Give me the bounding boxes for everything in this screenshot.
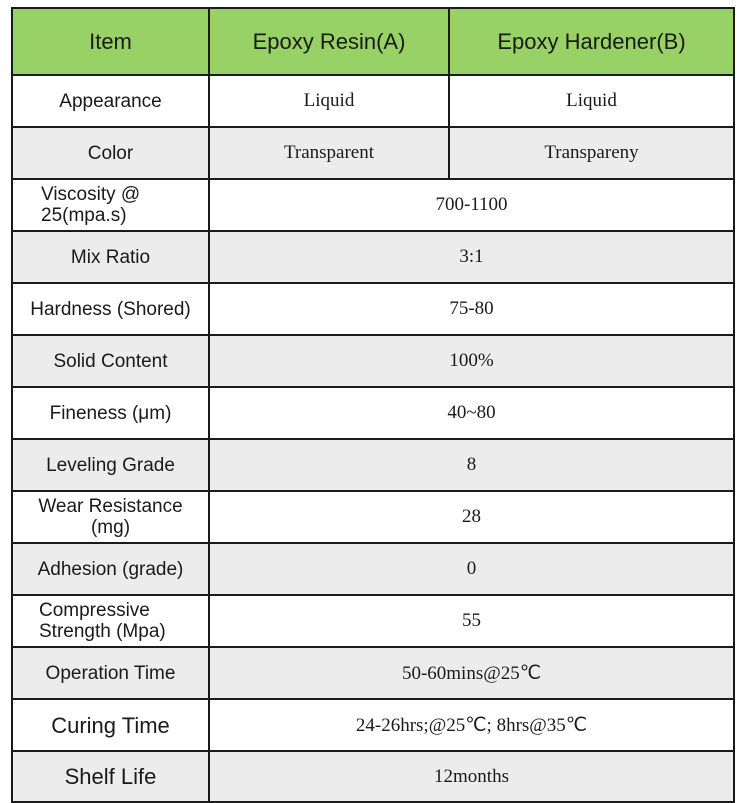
table-row <box>12 699 734 751</box>
row-value: 3:1 <box>209 231 734 283</box>
row-value: 8 <box>209 439 734 491</box>
row-value: 50-60mins@25℃ <box>209 647 734 699</box>
table-row <box>12 179 734 231</box>
table-row <box>12 491 734 543</box>
row-label: Wear Resistance (mg) <box>12 491 209 543</box>
table-row <box>12 283 734 335</box>
row-label: Mix Ratio <box>12 231 209 283</box>
row-label: Curing Time <box>12 699 209 751</box>
row-label: Shelf Life <box>12 751 209 802</box>
header-hardener: Epoxy Hardener(B) <box>449 8 734 75</box>
header-row <box>12 8 734 75</box>
row-value: 0 <box>209 543 734 595</box>
row-value: 700-1100 <box>209 179 734 231</box>
row-value: 12months <box>209 751 734 802</box>
table-row <box>12 647 734 699</box>
row-value: 24-26hrs;@25℃; 8hrs@35℃ <box>209 699 734 751</box>
row-label: Adhesion (grade) <box>12 543 209 595</box>
table-row <box>12 751 734 802</box>
header-resin: Epoxy Resin(A) <box>209 8 449 75</box>
table-row <box>12 231 734 283</box>
row-label: Compressive Strength (Mpa) <box>12 595 209 647</box>
table-row <box>12 127 734 179</box>
spec-table <box>11 7 735 803</box>
resin-value: Transparent <box>209 127 449 179</box>
row-value: 100% <box>209 335 734 387</box>
hardener-value: Transpareny <box>449 127 734 179</box>
row-value: 28 <box>209 491 734 543</box>
row-label: Appearance <box>12 75 209 127</box>
row-value: 75-80 <box>209 283 734 335</box>
table-row <box>12 75 734 127</box>
row-label: Fineness (μm) <box>12 387 209 439</box>
hardener-value: Liquid <box>449 75 734 127</box>
row-label: Solid Content <box>12 335 209 387</box>
table-row <box>12 543 734 595</box>
row-value: 55 <box>209 595 734 647</box>
row-value: 40~80 <box>209 387 734 439</box>
resin-value: Liquid <box>209 75 449 127</box>
table-row <box>12 387 734 439</box>
row-label: Operation Time <box>12 647 209 699</box>
row-label: Hardness (Shored) <box>12 283 209 335</box>
row-label: Color <box>12 127 209 179</box>
row-label: Leveling Grade <box>12 439 209 491</box>
table-row <box>12 439 734 491</box>
table-row <box>12 595 734 647</box>
row-label: Viscosity @ 25(mpa.s) <box>12 179 209 231</box>
table-row <box>12 335 734 387</box>
header-item: Item <box>12 8 209 75</box>
table-body <box>12 75 734 802</box>
table-header <box>12 8 734 75</box>
